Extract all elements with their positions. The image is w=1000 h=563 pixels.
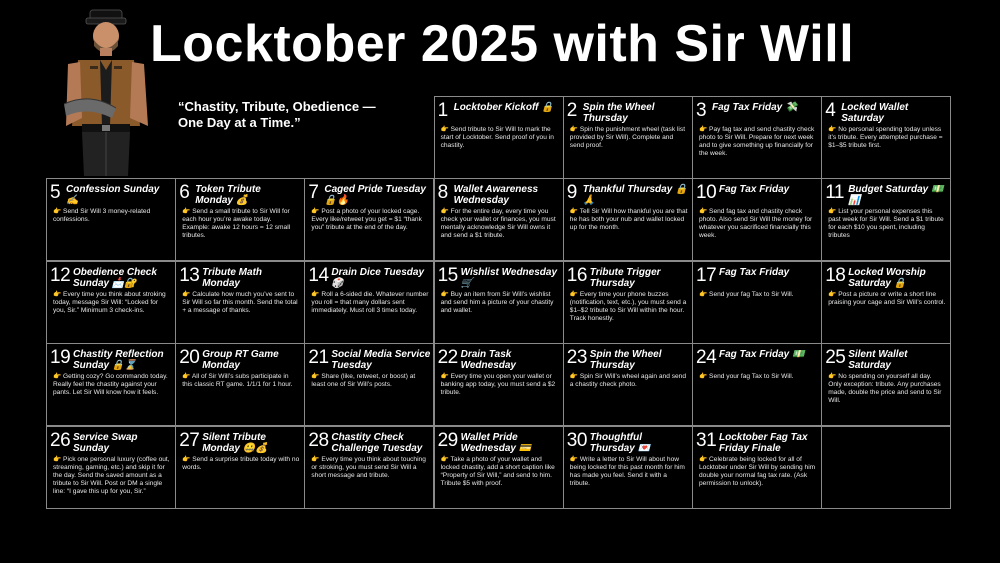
day-cell-20 [175,343,305,426]
day-number: 21 [308,347,329,369]
day-number: 23 [566,347,587,369]
day-cell-27 [175,426,305,509]
day-number: 28 [308,429,329,451]
day-task: 👉 Send your fag Tax to Sir Will. [699,290,794,298]
day-cell-26 [46,426,176,509]
day-number: 10 [696,182,717,204]
day-cell-10 [692,178,822,261]
day-task: 👉 Every time you think about touching or stroking, you must send Sir Will a short message and tribute. [311,455,426,479]
day-cell-12 [46,261,176,344]
day-task: 👉 Send a surprise tribute today with no words. [182,455,300,471]
day-task: 👉 Send a small tribute to Sir Will for each hour you’re awake today. Example: awake 12 hours = 12 small tributes. [182,208,291,240]
day-title: Confession Sunday ✍️ [66,184,160,207]
day-task: 👉 Pay fag tax and send chastity check photo to Sir Will. Prepare for next week and to give something up financially for the week. [699,126,815,157]
day-title: Silent Tribute Monday 🤐💰 [202,431,268,454]
day-number: 3 [696,100,707,121]
calendar-grid [46,96,950,508]
day-task: 👉 Buy an item from Sir Will’s wishlist and send him a picture of your chastity and wallet. [440,290,554,314]
day-title: Chastity Reflection Sunday 🔒⌛ [73,349,164,372]
day-task: 👉 Every time your phone buzzes (notification, text, etc.), you must send a $1–$2 tribute to Sir Will within the hour. Track honestly. [569,290,687,322]
day-cell-18 [821,261,951,344]
day-number: 27 [179,429,200,451]
day-number: 31 [696,429,717,451]
day-task: 👉 Celebrate being locked for all of Locktober under Sir Will by sending him double your normal fag tax rate. (Ask permission to unlock). [699,455,816,487]
day-number: 7 [308,182,319,204]
day-title: Drain Dice Tuesday 🎲 [331,266,425,289]
day-number: 29 [437,429,458,451]
day-title: Drain Task Wednesday [460,349,516,372]
day-title: Spin the Wheel Thursday [582,102,655,124]
day-title: Group RT Game Monday [202,349,279,372]
day-number: 8 [437,182,449,204]
day-title: Locktober Kickoff 🔒 [453,102,554,113]
day-title: Wishlist Wednesday 🛒 [460,266,558,289]
day-task: 👉 Calculate how much you’ve sent to Sir Will so far this month. Send the total + a message of thanks. [182,290,298,314]
day-number: 30 [566,429,587,451]
day-cell-28 [304,426,434,509]
day-number: 17 [696,264,717,286]
day-cell-6 [175,178,305,261]
day-task: 👉 Send fag tax and chastity check photo. Also send Sir Will the money for whatever you sacrificed financially this week. [699,208,813,240]
day-number: 4 [825,100,836,121]
day-title: Tribute Math Monday [202,266,263,289]
day-cell-2 [563,96,693,179]
empty-cell [821,426,951,509]
day-cell-14 [304,261,434,344]
day-task: 👉 Every time you think about stroking today, message Sir Will: “Locked for you, Sir.” Minimum 3 check-ins. [53,290,166,314]
day-title: Spin the Wheel Thursday [589,349,662,372]
day-title: Social Media Service Tuesday [331,349,431,372]
day-cell-13 [175,261,305,344]
day-title: Fag Tax Friday 💵 [719,349,805,361]
page-title: Locktober 2025 with Sir Will [150,15,855,73]
day-title: Silent Wallet Saturday [848,349,908,372]
day-title: Caged Pride Tuesday 🔒🔥 [324,184,426,207]
day-number: 22 [437,347,458,369]
day-task: 👉 Send tribute to Sir Will to mark the start of Locktober. Send proof of you in chastity. [440,126,554,149]
day-task: 👉 Share (like, retweet, or boost) at least one of Sir Will’s posts. [311,373,416,389]
day-cell-19 [46,343,176,426]
day-task: 👉 No spending on yourself all day. Only exception: tribute. Any purchases made, double the price and send to Sir Will. [828,373,942,405]
day-task: 👉 List your personal expenses this past week for Sir Will. Send a $1 tribute for each $10 you spent, including tributes [828,208,944,240]
day-cell-31 [692,426,822,509]
day-number: 20 [179,347,200,369]
day-cell-4 [821,96,951,179]
day-title: Service Swap Sunday [73,431,138,454]
motto-quote: “Chastity, Tribute, Obedience — One Day at a Time.” [178,99,376,130]
day-task: 👉 Take a photo of your wallet and locked chastity, add a short caption like “Property of Sir Will,” and send to him. Tribute $5 with proof. [440,455,555,487]
day-number: 26 [50,429,71,451]
day-title: Fag Tax Friday 💸 [712,102,798,113]
day-title: Wallet Awareness Wednesday [453,184,539,207]
day-task: 👉 Pick one personal luxury (coffee out, streaming, gaming, etc.) and skip it for the day. Send the saved amount as a tribute to Sir Will. Post or DM a single line: “I gave this up for you, Sir.” [53,455,170,495]
day-number: 25 [825,347,846,369]
day-number: 12 [50,264,71,286]
day-cell-9 [563,178,693,261]
day-cell-17 [692,261,822,344]
day-cell-5 [46,178,176,261]
day-cell-7 [304,178,434,261]
day-number: 24 [696,347,717,369]
day-task: 👉 Write a letter to Sir Will about how being locked for this past month for him has made you feel. Send it with a tribute. [569,455,685,487]
day-cell-21 [304,343,434,426]
day-number: 5 [50,182,61,204]
day-title: Fag Tax Friday [719,184,790,196]
day-number: 11 [825,182,844,204]
day-title: Locked Wallet Saturday [841,102,909,124]
day-title: Locked Worship Saturday 🔒 [848,266,926,289]
day-title: Wallet Pride Wednesday 💳 [460,431,532,454]
day-cell-15 [434,261,564,344]
day-title: Budget Saturday 💵📊 [848,184,944,207]
day-number: 13 [179,264,200,286]
day-task: 👉 All of Sir Will’s subs participate in this classic RT game. 1/1/1 for 1 hour. [182,373,293,389]
day-task: 👉 Tell Sir Will how thankful you are that he has both your nub and wallet locked up for the month. [569,208,688,232]
day-cell-11 [821,178,951,261]
day-task: 👉 Post a photo of your locked cage. Every like/retweet you get = $1 “thank you” tribute at the end of the day. [311,208,422,232]
day-task: 👉 Roll a 6-sided die. Whatever number you roll = that many dollars sent immediately. Must roll 3 times today. [311,290,429,314]
day-number: 15 [437,264,458,286]
day-cell-22 [434,343,564,426]
day-cell-24 [692,343,822,426]
day-number: 18 [825,264,846,286]
day-task: 👉 Spin Sir Will’s wheel again and send a chastity check photo. [569,373,687,389]
day-title: Tribute Trigger Thursday [589,266,661,289]
day-number: 2 [566,100,578,121]
day-task: 👉 For the entire day, every time you check your wallet or finances, you must mentally acknowledge Sir Will owns it and send a $1 tribute. [440,208,556,240]
day-number: 19 [50,347,71,369]
day-task: 👉 Getting cozy? Go commando today. Really feel the chastity against your pants. Let Sir Will know how it feels. [53,373,168,397]
day-title: Locktober Fag Tax Friday Finale [719,431,808,454]
day-task: 👉 No personal spending today unless it’s tribute. Every attempted purchase = $1–$5 tribute first. [828,126,943,149]
day-cell-3 [692,96,822,179]
day-cell-16 [563,261,693,344]
day-cell-8 [434,178,564,261]
day-task: 👉 Send your fag Tax to Sir Will. [699,373,794,381]
day-cell-29 [434,426,564,509]
day-number: 6 [179,182,190,204]
day-title: Obedience Check Sunday 📩🔐 [73,266,157,289]
day-task: 👉 Every time you open your wallet or banking app today, you must send a $2 tribute. [440,373,556,397]
day-number: 9 [566,182,578,204]
day-cell-1 [434,96,564,179]
day-number: 16 [566,264,587,286]
day-task: 👉 Send Sir Will 3 money-related confessions. [53,208,151,224]
day-cell-23 [563,343,693,426]
day-number: 1 [437,100,449,121]
day-title: Chastity Check Challenge Tuesday [331,431,423,454]
day-cell-25 [821,343,951,426]
day-task: 👉 Post a picture or write a short line praising your cage and Sir Will’s control. [828,290,946,306]
day-cell-30 [563,426,693,509]
day-number: 14 [308,264,329,286]
day-title: Token Tribute Monday 💰 [195,184,261,207]
day-title: Thoughtful Thursday 💌 [589,431,651,454]
day-title: Fag Tax Friday [719,266,790,278]
day-title: Thankful Thursday 🔒🙏 [582,184,688,207]
day-task: 👉 Spin the punishment wheel (task list provided by Sir Will). Complete and send proof. [569,126,686,149]
